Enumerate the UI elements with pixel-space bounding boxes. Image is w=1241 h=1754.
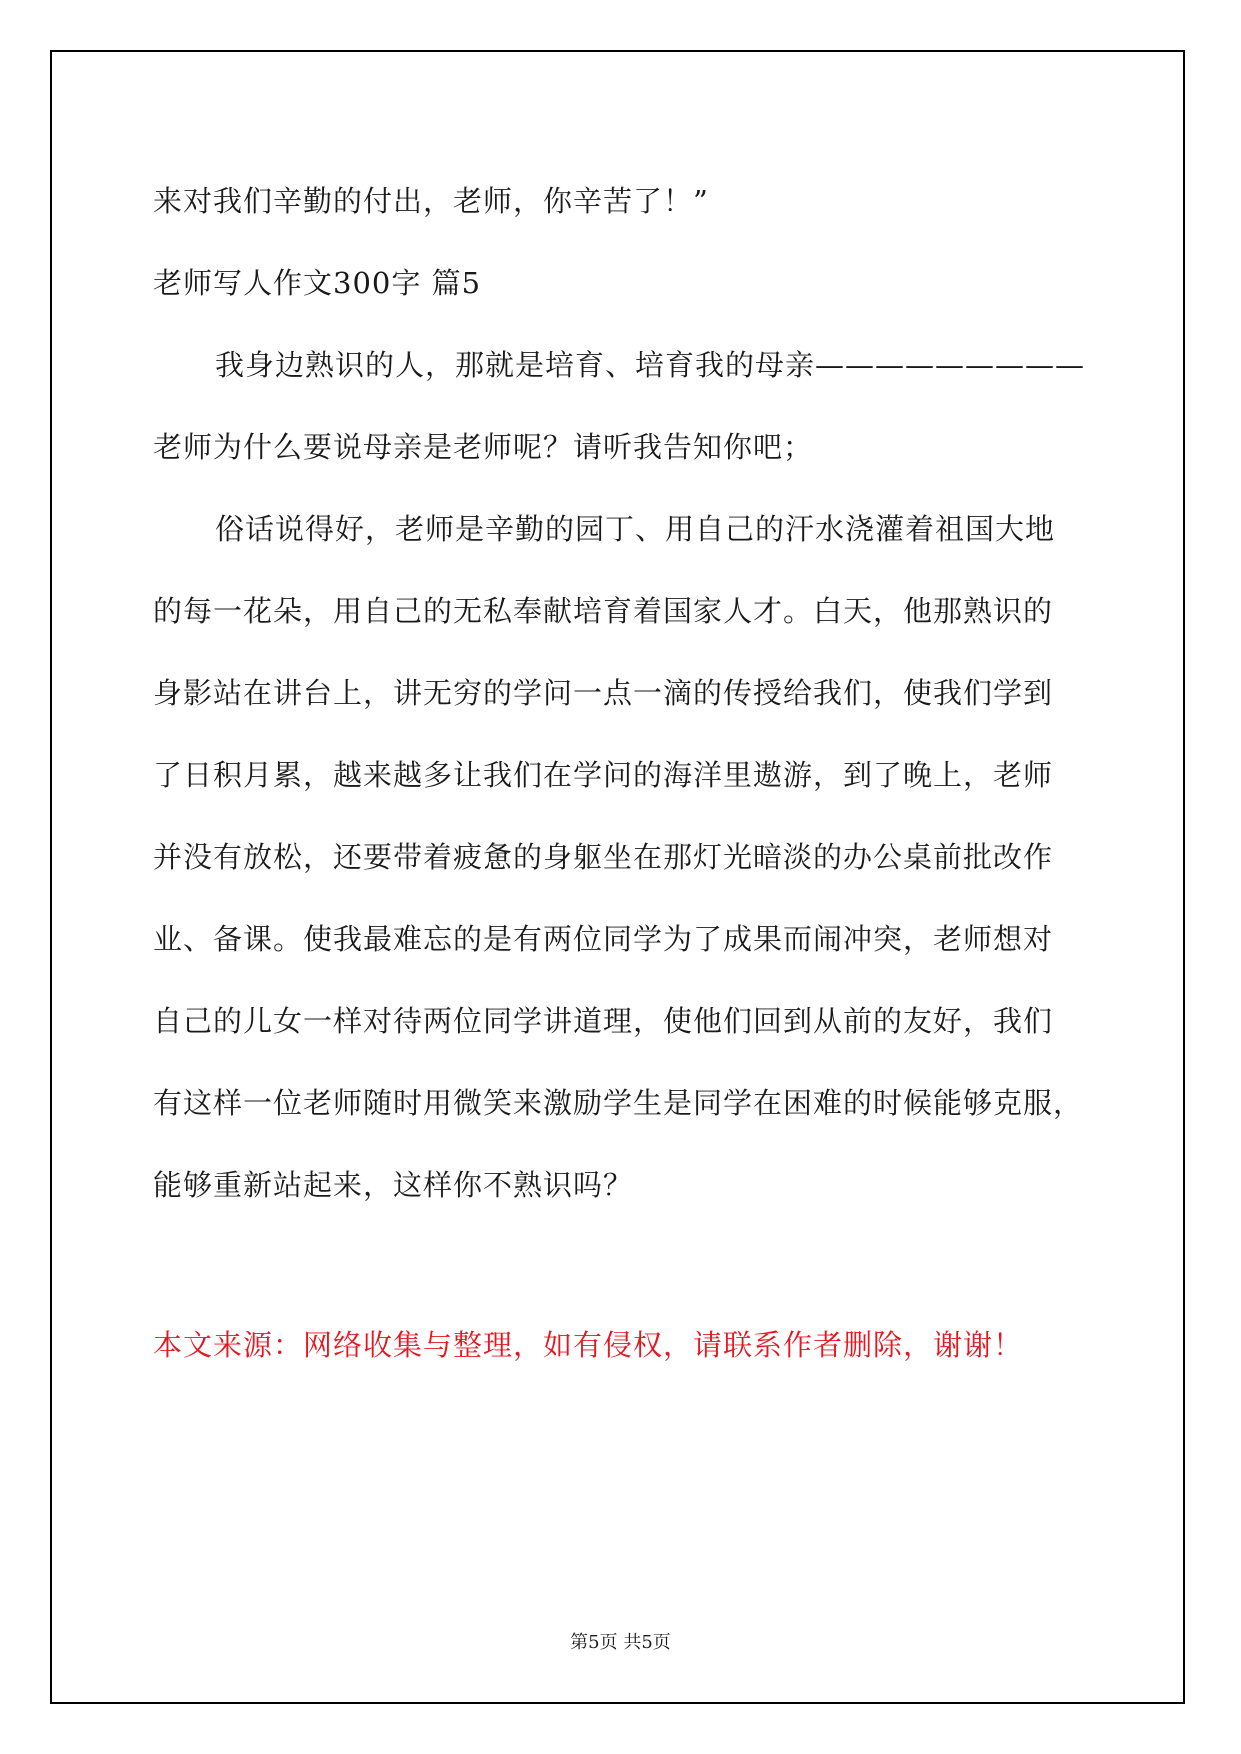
text-line: 能够重新站起来，这样你不熟识吗？ bbox=[153, 1168, 634, 1202]
text-line: 了日积月累，越来越多让我们在学问的海洋里遨游，到了晚上，老师 bbox=[153, 758, 1054, 792]
text-line: 的每一花朵，用自己的无私奉献培育着国家人才。白天，他那熟识的 bbox=[153, 594, 1054, 628]
document-body bbox=[153, 160, 1093, 1386]
source-note: 本文来源：网络收集与整理，如有侵权，请联系作者删除，谢谢！ bbox=[153, 1328, 1024, 1362]
text-line: 业、备课。使我最难忘的是有两位同学为了成果而闹冲突，老师想对 bbox=[153, 922, 1054, 956]
paragraph-start: 我身边熟识的人，那就是培育、培育我的母亲————————— bbox=[215, 348, 1086, 382]
text-line: 来对我们辛勤的付出，老师，你辛苦了！” bbox=[153, 184, 709, 218]
text-line: 并没有放松，还要带着疲惫的身躯坐在那灯光暗淡的办公桌前批改作 bbox=[153, 840, 1054, 874]
spacer bbox=[153, 1226, 1093, 1304]
text-line: 自己的儿女一样对待两位同学讲道理，使他们回到从前的友好，我们 bbox=[153, 1004, 1054, 1038]
page-footer: 第5页 共5页 bbox=[570, 1632, 671, 1653]
text-line: 身影站在讲台上，讲无穷的学问一点一滴的传授给我们，使我们学到 bbox=[153, 676, 1054, 710]
text-line: 老师为什么要说母亲是老师呢？请听我告知你吧； bbox=[153, 430, 814, 464]
section-heading: 老师写人作文300字 篇5 bbox=[153, 266, 482, 300]
paragraph-start: 俗话说得好，老师是辛勤的园丁、用自己的汗水浇灌着祖国大地 bbox=[215, 512, 1056, 546]
text-line: 有这样一位老师随时用微笑来激励学生是同学在困难的时候能够克服， bbox=[153, 1086, 1084, 1120]
